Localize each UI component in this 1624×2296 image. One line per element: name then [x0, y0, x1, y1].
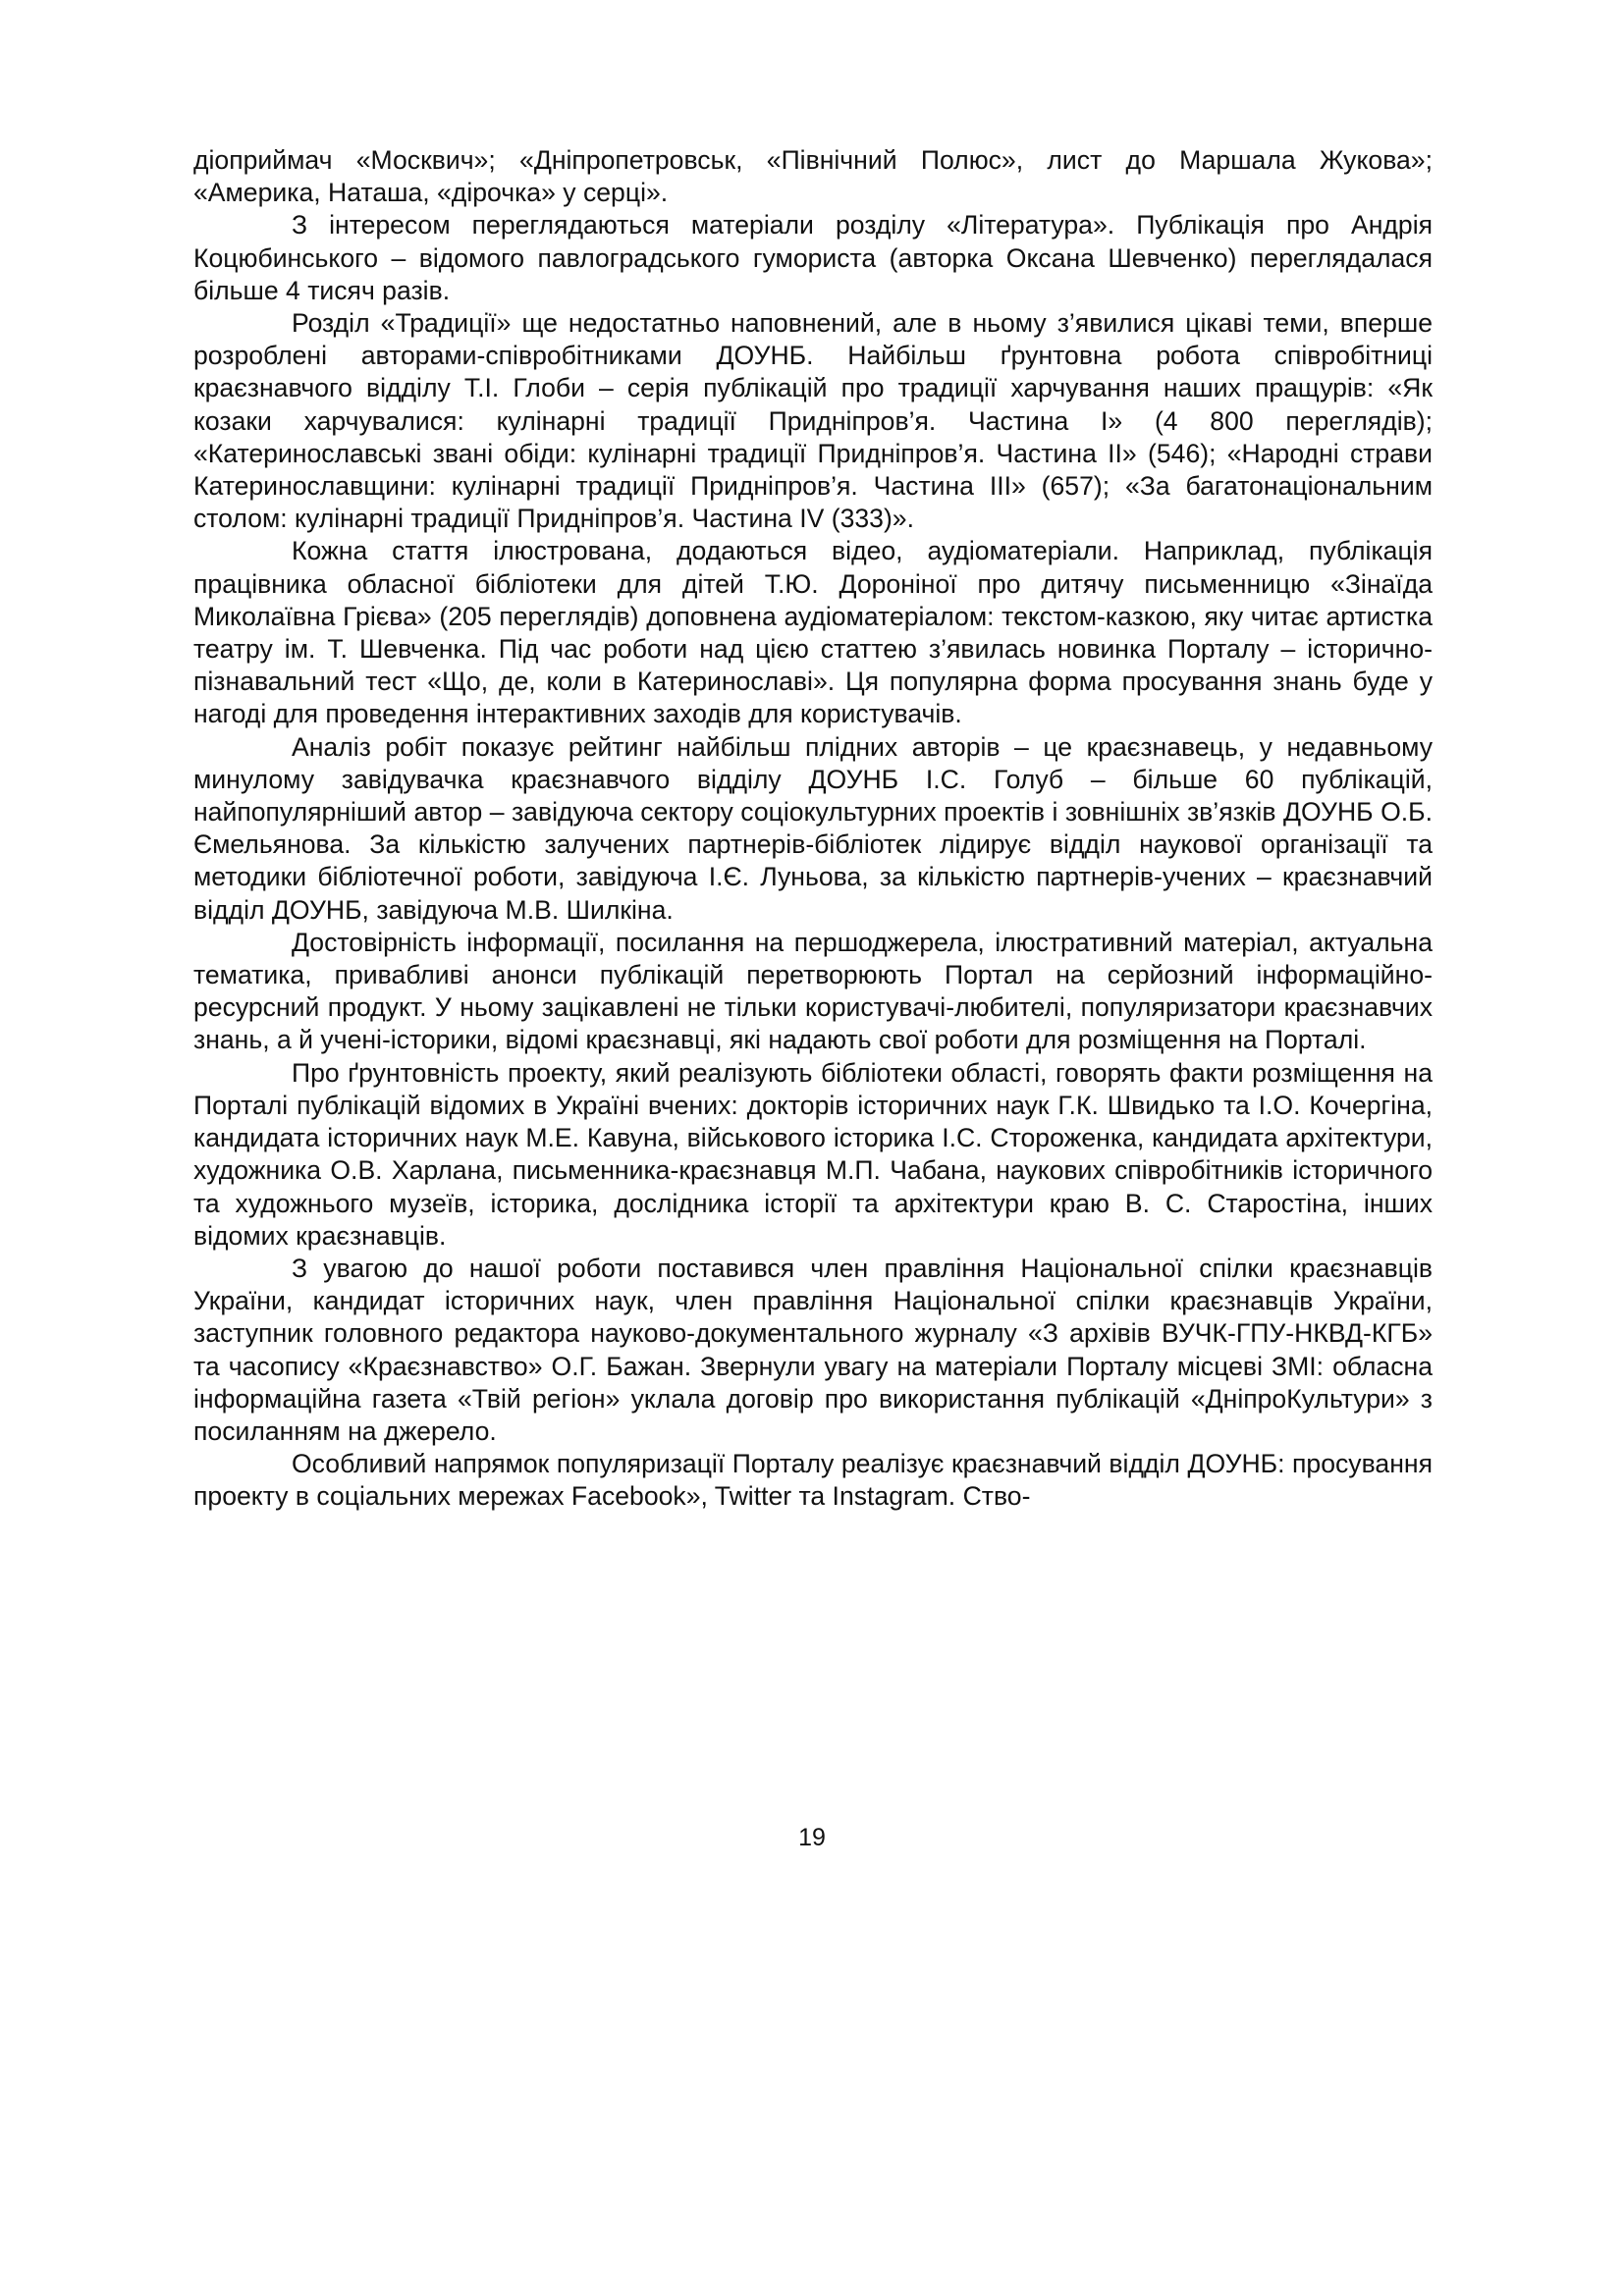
page-number: 19 — [798, 1824, 826, 1851]
paragraph-social-media: Особливий напрямок популяризації Порталу реалізує краєзнавчий відділ ДОУНБ: просування проекту в соціальних мережах Facebook», Twitter та Instagram. Ство- — [193, 1449, 1433, 1512]
paragraph-literature-section: З інтересом переглядаються матеріали розділу «Література». Публікація про Андрія Коцюбинського – відомого павлоградського гумориста (авторка Оксана Шевченко) переглядалася більше 4 тисяч разів. — [193, 210, 1433, 305]
paragraph-media-attention: З увагою до нашої роботи поставився член правління Національної спілки краєзнавців України, кандидат історичних наук, член правління Національної спілки краєзнавців України, заступник головного редактора науково-документального журналу «З архівів ВУЧК-ГПУ-НКВД-КГБ» та часопису «Краєзнавство» О.Г. Бажан. Звернули увагу на матеріали Порталу місцеві ЗМІ: обласна інформаційна газета «Твій регіон» уклала договір про використання публікацій «ДніпроКультури» з посиланням на джерело. — [193, 1253, 1433, 1446]
paragraph-continuation: діоприймач «Москвич»; «Дніпропетровськ, «Північний Полюс», лист до Маршала Жукова»; «Америка, Наташа, «дірочка» у серці». — [193, 145, 1433, 208]
paragraph-project-scholars: Про ґрунтовність проекту, який реалізують бібліотеки області, говорять факти розміщення на Порталі публікацій відомих в Україні вчених: докторів історичних наук Г.К. Швидько та І.О. Кочергіна, кандидата історичних наук М.Е. Кавуна, військового історика І.С. Стороженка, кандидата архітектури, художника О.В. Харлана, письменника-краєзнавця М.П. Чабана, наукових співробітників історичного та художнього музеїв, історика, дослідника історії та архітектури краю В. С. Старостіна, інших відомих краєзнавців. — [193, 1057, 1433, 1251]
paragraph-authors-rating: Аналіз робіт показує рейтинг найбільш плідних авторів – це краєзнавець, у недавньому минулому завідувачка краєзнавчого відділу ДОУНБ І.С. Голуб – більше 60 публікацій, найпопулярніший автор – завідуюча сектору соціокультурних проектів і зовнішніх зв’язків ДОУНБ О.Б. Ємельянова. За кількістю залучених партнерів-бібліотек лідирує відділ наукової організації та методики бібліотечної роботи, завідуюча І.Є. Луньова, за кількістю партнерів-учених – краєзнавчий відділ ДОУНБ, завідуюча М.В. Шилкіна. — [193, 731, 1433, 925]
paragraph-traditions-section: Розділ «Традиції» ще недостатньо наповнений, але в ньому з’явилися цікаві теми, вперше розроблені авторами-співробітниками ДОУНБ. Найбільш ґрунтовна робота співробітниці краєзнавчого відділу Т.І. Глоби – серія публікацій про традиції харчування наших пращурів: «Як козаки харчувалися: кулінарні традиції Придніпров’я. Частина І» (4 800 переглядів); «Катеринославські звані обіди: кулінарні традиції Придніпров’я. Частина ІІ» (546); «Народні страви Катеринославщини: кулінарні традиції Придніпров’я. Частина ІІІ» (657); «За багатонаціональним столом: кулінарні традиції Придніпров’я. Частина ІV (333)». — [193, 308, 1433, 534]
paragraph-illustrated-articles: Кожна стаття ілюстрована, додаються відео, аудіоматеріали. Наприклад, публікація працівника обласної бібліотеки для дітей Т.Ю. Дороніної про дитячу письменницю «Зінаїда Миколаївна Грієва» (205 переглядів) доповнена аудіоматеріалом: текстом-казкою, яку читає артистка театру ім. Т. Шевченка. Під час роботи над цією статтею з’явилась новинка Порталу – історично-пізнавальний тест «Що, де, коли в Катеринославі». Ця популярна форма просування знань буде у нагоді для проведення інтерактивних заходів для користувачів. — [193, 536, 1433, 729]
paragraph-reliability: Достовірність інформації, посилання на першоджерела, ілюстративний матеріал, актуальна тематика, привабливі анонси публікацій перетворюють Портал на серйозний інформаційно-ресурсний продукт. У ньому зацікавлені не тільки користувачі-любителі, популяризатори краєзнавчих знань, а й учені-історики, відомі краєзнавці, які надають свої роботи для розміщення на Порталі. — [193, 927, 1433, 1055]
document-body — [193, 144, 1433, 1514]
